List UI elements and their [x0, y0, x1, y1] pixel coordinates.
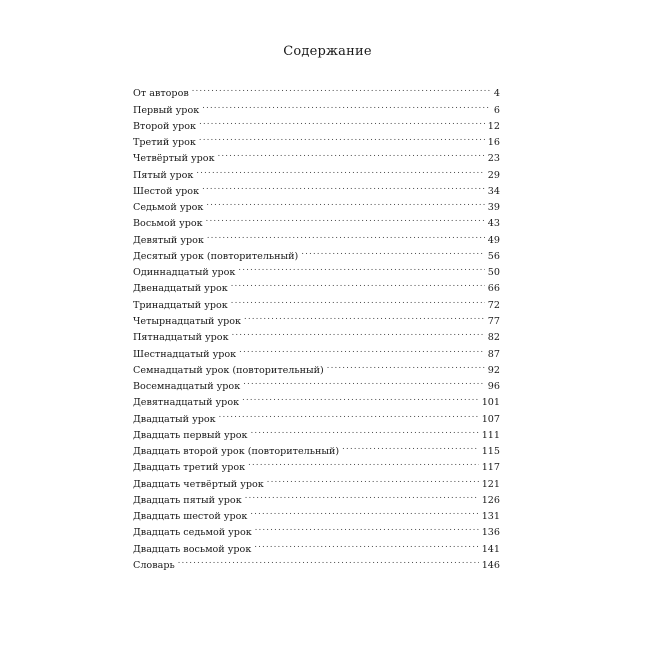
toc-entry-page: 49 — [487, 234, 500, 246]
toc-entry-label: Восьмой урок — [133, 218, 203, 230]
dot-leader — [232, 324, 485, 340]
dot-leader — [178, 552, 479, 568]
toc-entry-label: Тринадцатый урок — [133, 299, 228, 311]
dot-leader — [327, 357, 485, 373]
toc-entry-label: Второй урок — [133, 120, 197, 132]
toc-entry-page: 136 — [481, 527, 500, 539]
toc-entry-page: 43 — [487, 218, 500, 230]
dot-leader — [239, 340, 485, 356]
dot-leader — [248, 454, 479, 470]
toc-entry-page: 4 — [493, 88, 500, 100]
dot-leader — [218, 145, 485, 161]
dot-leader — [192, 80, 491, 96]
toc-entry-label: Восемнадцатый урок — [133, 381, 241, 393]
toc-entry-page: 34 — [487, 185, 500, 197]
toc-entry-page: 141 — [481, 543, 500, 555]
toc-entry-page: 131 — [481, 511, 500, 523]
toc-entry-label: Двадцать седьмой урок — [133, 527, 252, 539]
dot-leader — [199, 129, 485, 145]
toc-entry-label: Словарь — [133, 559, 175, 571]
toc-entry-label: Двадцатый урок — [133, 413, 216, 425]
toc-entry-label: Первый урок — [133, 104, 200, 116]
dot-leader — [202, 178, 485, 194]
toc-entry-page: 126 — [481, 494, 500, 506]
toc-entry-label: Двадцать второй урок (повторительный) — [133, 446, 340, 458]
toc-entry-page: 72 — [487, 299, 500, 311]
dot-leader — [244, 308, 485, 324]
toc-entry-page: 56 — [487, 250, 500, 262]
toc-entry-page: 29 — [487, 169, 500, 181]
dot-leader — [242, 389, 479, 405]
dot-leader — [206, 210, 485, 226]
dot-leader — [231, 275, 485, 291]
toc-entry-page: 107 — [481, 413, 500, 425]
dot-leader — [267, 470, 479, 486]
toc-entry-page: 6 — [493, 104, 500, 116]
toc-entry-page: 146 — [481, 559, 500, 571]
toc-entry-label: Пятый урок — [133, 169, 194, 181]
toc-entry-label: Пятнадцатый урок — [133, 332, 229, 344]
toc-entry-page: 117 — [481, 462, 500, 474]
dot-leader — [251, 422, 479, 438]
toc-entry-label: Двадцать пятый урок — [133, 494, 242, 506]
toc-entry-label: Третий урок — [133, 137, 196, 149]
toc-entry-label: Двадцать восьмой урок — [133, 543, 252, 555]
toc-entry-page: 96 — [487, 381, 500, 393]
toc-entry — [133, 552, 500, 571]
toc-entry-label: Десятый урок (повторительный) — [133, 250, 299, 262]
toc-entry-page: 111 — [481, 429, 500, 441]
toc-entry-label: Одиннадцатый урок — [133, 267, 236, 279]
toc-entry-page: 87 — [487, 348, 500, 360]
dot-leader — [250, 503, 478, 519]
toc-entry-page: 115 — [481, 446, 500, 458]
toc-entry-page: 16 — [487, 137, 500, 149]
toc-entry-label: Четвёртый урок — [133, 153, 215, 165]
toc-entry-label: Четырнадцатый урок — [133, 315, 242, 327]
toc-entry — [133, 80, 500, 100]
dot-leader — [199, 113, 485, 129]
table-of-contents — [133, 80, 500, 571]
toc-entry-page: 12 — [487, 120, 500, 132]
toc-entry-label: От авторов — [133, 88, 189, 100]
toc-entry-page: 50 — [487, 267, 500, 279]
dot-leader — [243, 373, 485, 389]
dot-leader — [231, 291, 485, 307]
toc-entry-page: 77 — [487, 315, 500, 327]
dot-leader — [196, 161, 484, 177]
dot-leader — [202, 96, 491, 112]
dot-leader — [245, 487, 479, 503]
dot-leader — [207, 226, 485, 242]
toc-entry-label: Семнадцатый урок (повторительный) — [133, 364, 324, 376]
dot-leader — [255, 519, 479, 535]
toc-entry-label: Двадцать четвёртый урок — [133, 478, 264, 490]
toc-entry-page: 82 — [487, 332, 500, 344]
toc-entry-label: Девятый урок — [133, 234, 204, 246]
toc-entry-label: Седьмой урок — [133, 202, 204, 214]
dot-leader — [238, 259, 484, 275]
toc-entry-page: 66 — [487, 283, 500, 295]
page-title: Содержание — [283, 44, 372, 59]
toc-entry-page: 121 — [481, 478, 500, 490]
toc-entry-label: Двенадцатый урок — [133, 283, 228, 295]
dot-leader — [301, 243, 484, 259]
dot-leader — [206, 194, 484, 210]
toc-entry-label: Девятнадцатый урок — [133, 397, 240, 409]
dot-leader — [254, 535, 478, 551]
toc-entry-page: 39 — [487, 202, 500, 214]
dot-leader — [342, 438, 479, 454]
toc-entry-label: Двадцать шестой урок — [133, 511, 248, 523]
toc-entry-label: Шестнадцатый урок — [133, 348, 237, 360]
toc-entry-page: 101 — [481, 397, 500, 409]
toc-entry-label: Шестой урок — [133, 185, 200, 197]
toc-entry-label: Двадцать третий урок — [133, 462, 246, 474]
toc-entry-page: 92 — [487, 364, 500, 376]
toc-entry-label: Двадцать первый урок — [133, 429, 248, 441]
toc-entry-page: 23 — [487, 153, 500, 165]
dot-leader — [219, 405, 479, 421]
